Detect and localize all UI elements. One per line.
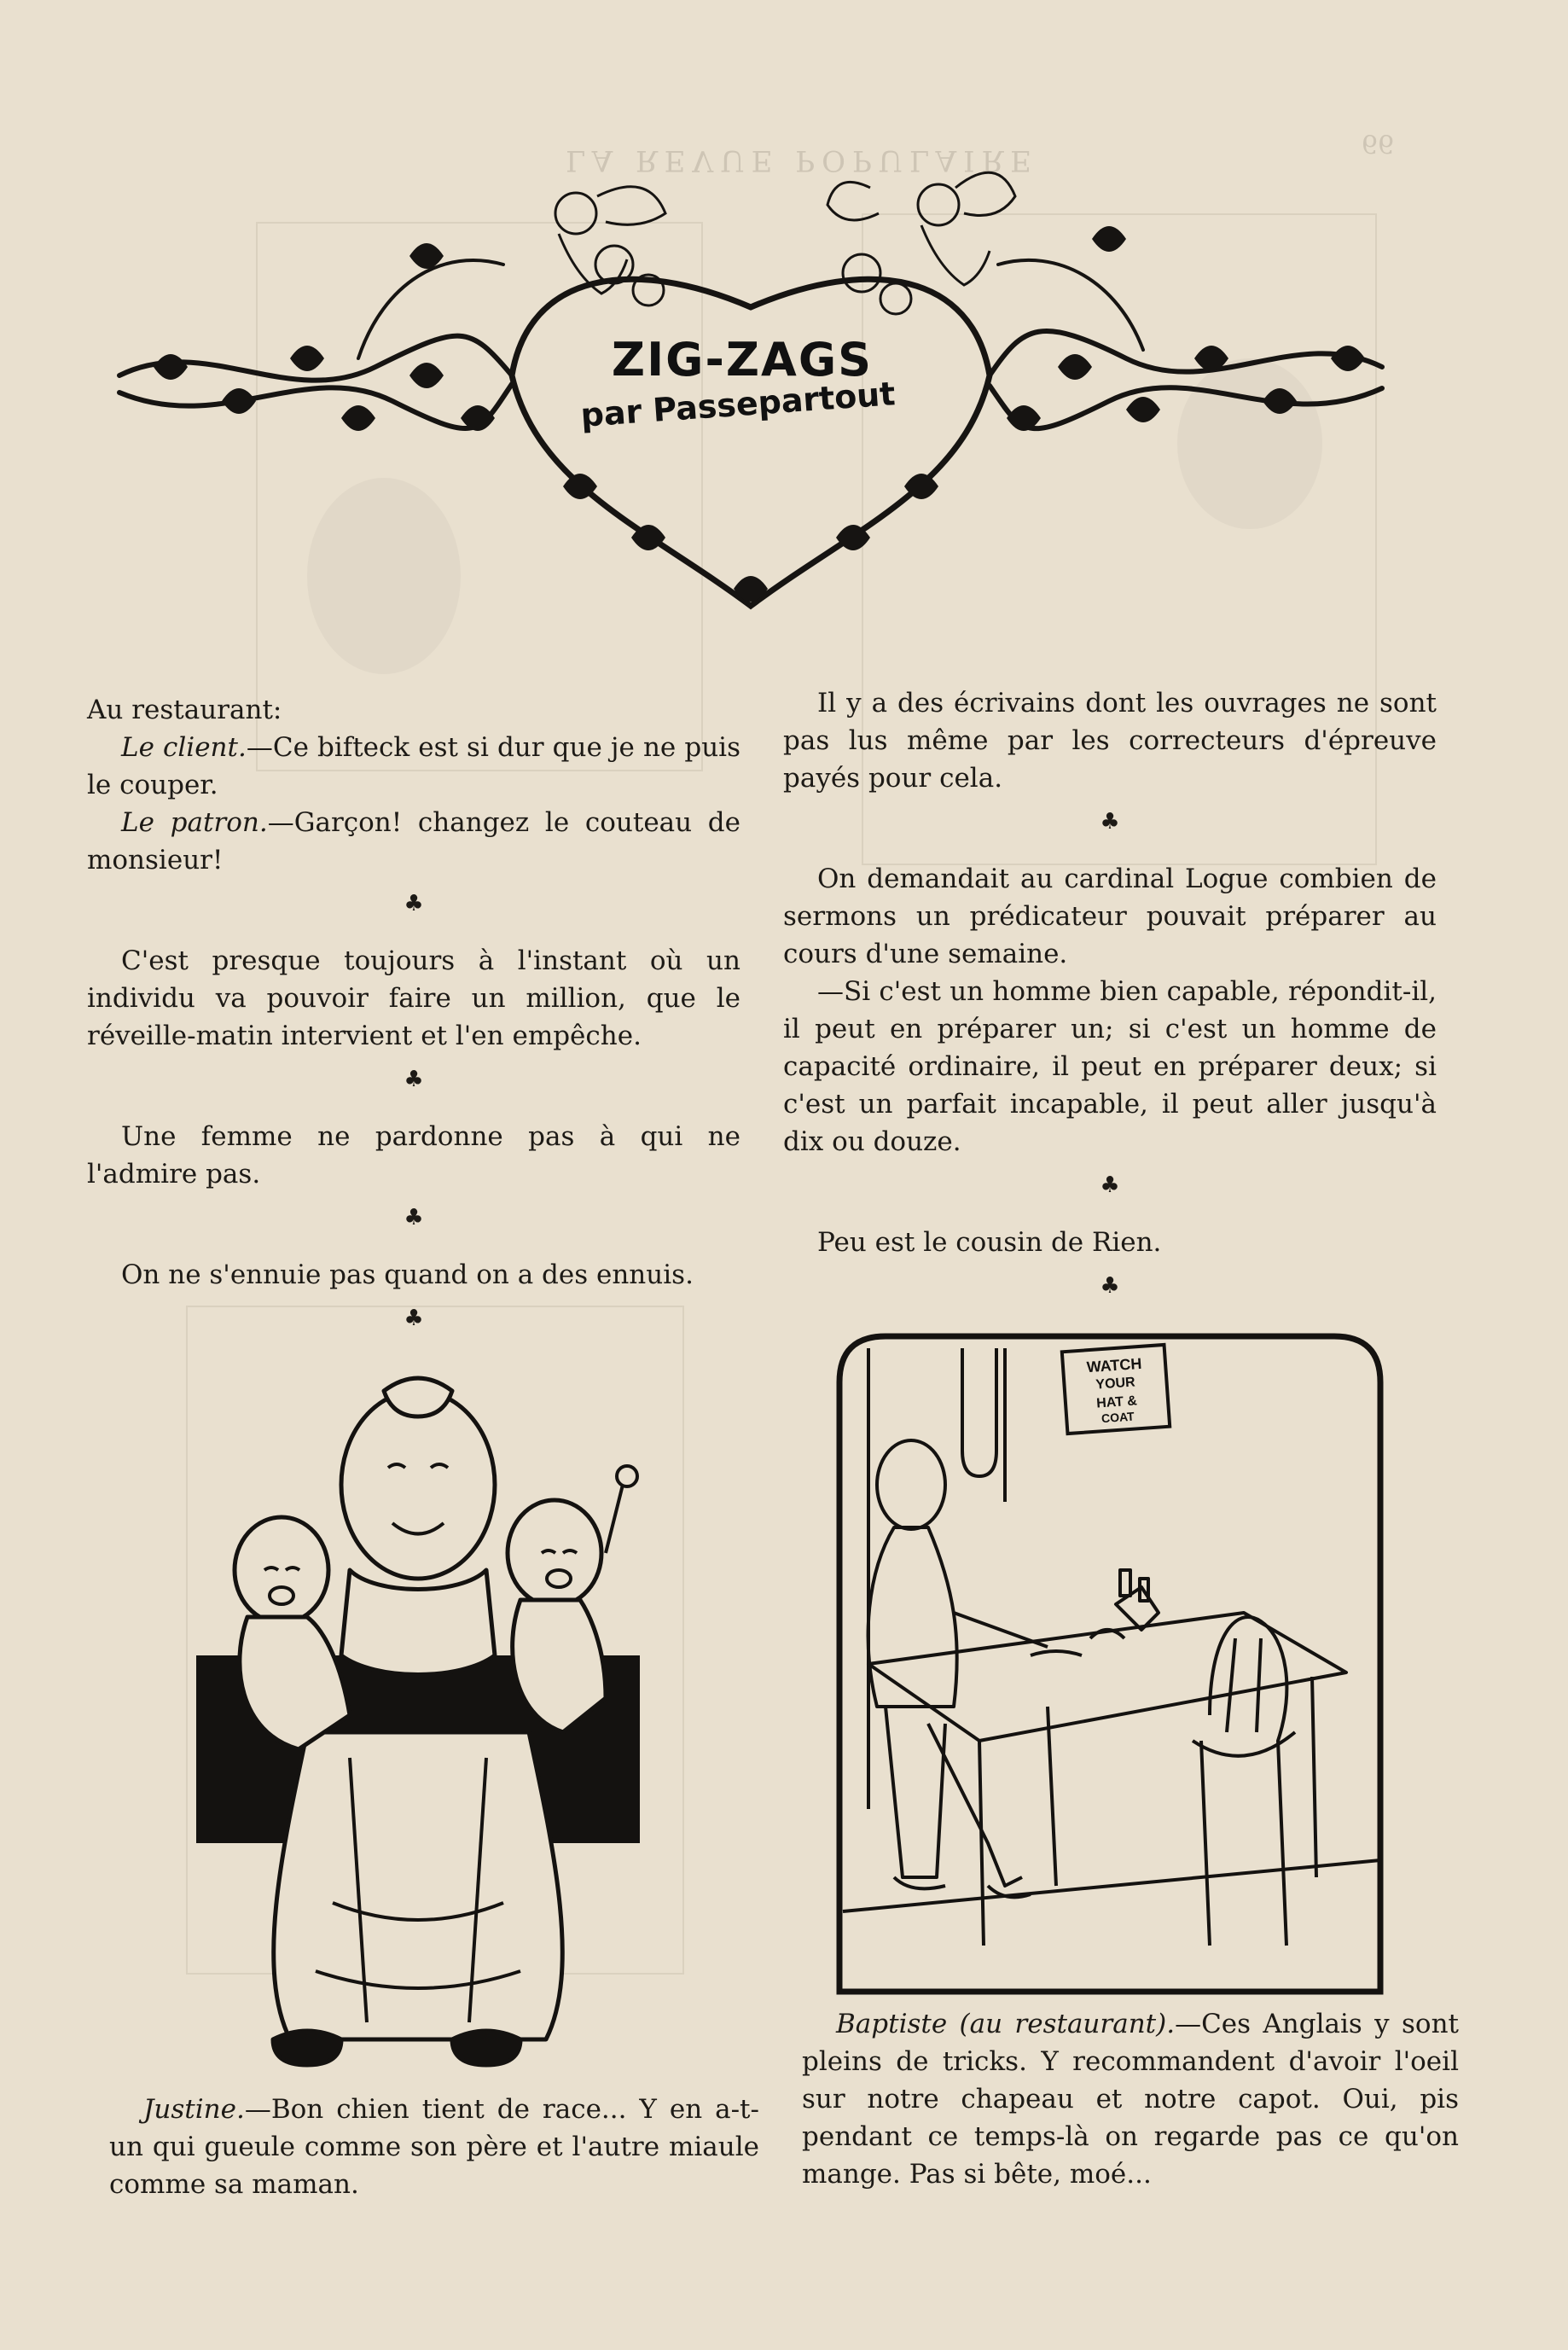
illustration-woman-with-babies xyxy=(179,1374,657,2091)
club-separator-icon: ♣ xyxy=(1100,1172,1120,1198)
illustration-man-in-restaurant xyxy=(834,1331,1385,1997)
caption-text: —Ces Anglais y sont pleins de tricks. Y recommandent d'avoir l'oeil sur notre chapeau et notre capot. Oui, pis pendant ce temps-là on regarde pas ce qu'on mange. Pas si bête, moé... xyxy=(802,2009,1460,2190)
speaker-label: Justine. xyxy=(143,2094,245,2125)
sign-text-line4: COAT xyxy=(1101,1409,1135,1426)
paragraph: Il y a des écrivains dont les ouvrages ne sont pas lus même par les correcteurs d'épreuve payés pour cela. xyxy=(783,688,1437,794)
club-separator-icon: ♣ xyxy=(404,1306,424,1331)
caption-right xyxy=(802,2005,1459,2193)
paragraph: C'est presque toujours à l'instant où un individu va pouvoir faire un million, que le réveille-matin intervient et l'en empêche. xyxy=(87,945,740,1051)
paragraph: —Si c'est un homme bien capable, répondit-il, il peut en préparer un; si c'est un homme de capacité ordinaire, il peut en préparer deux; si c'est un parfait incapable, il peut aller jusqu'à dix ou douze. xyxy=(783,976,1437,1157)
sign-text-line3: HAT & xyxy=(1095,1393,1138,1411)
club-separator-icon: ♣ xyxy=(404,891,424,916)
dialogue-text: —Garçon! changez le couteau de monsieur! xyxy=(87,807,740,875)
left-column xyxy=(87,691,740,1357)
club-separator-icon: ♣ xyxy=(1100,1273,1120,1299)
zig-zags-header-ornament xyxy=(102,162,1399,640)
club-separator-icon: ♣ xyxy=(404,1067,424,1092)
bleed-through-title: LA REVUE POPULAIRE xyxy=(566,143,1038,177)
sign-text-line1: WATCH xyxy=(1086,1354,1142,1376)
restaurant-drawing xyxy=(834,1331,1385,1997)
byline: par Passepartout xyxy=(579,375,897,434)
dialogue-line xyxy=(87,804,740,879)
page-title: ZIG-ZAGS xyxy=(611,333,874,387)
paragraph: Au restaurant: xyxy=(87,695,282,725)
club-separator-icon: ♣ xyxy=(1100,809,1120,835)
woman-with-babies-drawing xyxy=(179,1374,657,2091)
sign-text-line2: YOUR xyxy=(1095,1375,1136,1393)
dialogue-line xyxy=(87,729,740,804)
caption-left xyxy=(109,2091,759,2203)
bleed-through-page-number: 66 xyxy=(1362,128,1395,158)
right-column xyxy=(783,684,1437,1324)
club-separator-icon: ♣ xyxy=(404,1205,424,1230)
caption-text: —Bon chien tient de race... Y en a-t-un qui gueule comme son père et l'autre miaule comme sa maman. xyxy=(109,2094,759,2200)
speaker-label: Le client. xyxy=(121,732,247,763)
paragraph: On ne s'ennuie pas quand on a des ennuis. xyxy=(121,1259,694,1290)
paragraph: On demandait au cardinal Logue combien de sermons un prédicateur pouvait préparer au cours d'une semaine. xyxy=(783,864,1437,969)
dialogue-text: —Ce bifteck est si dur que je ne puis le couper. xyxy=(87,732,740,800)
paragraph: Peu est le cousin de Rien. xyxy=(817,1227,1162,1258)
speaker-label: Baptiste (au restaurant). xyxy=(836,2009,1176,2039)
speaker-label: Le patron. xyxy=(121,807,268,838)
paragraph: Une femme ne pardonne pas à qui ne l'admire pas. xyxy=(87,1121,740,1190)
